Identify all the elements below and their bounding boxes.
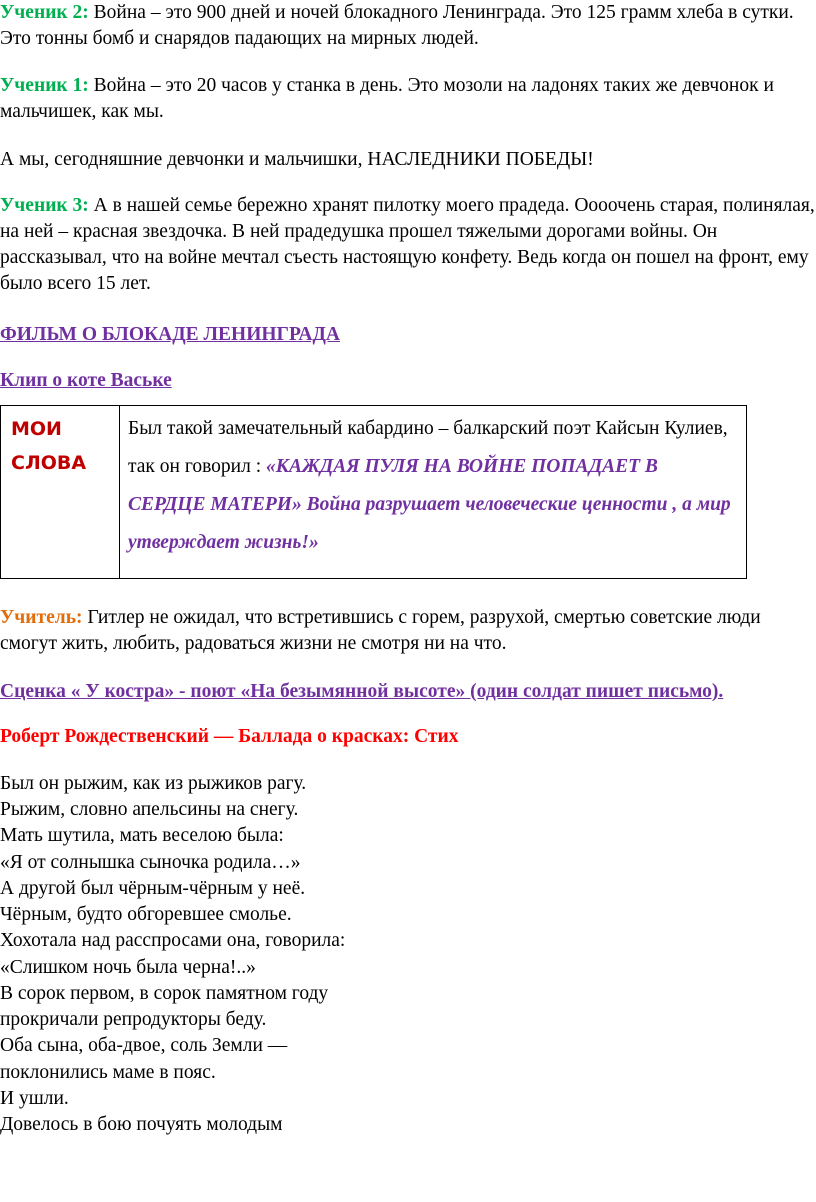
paragraph-text: А мы, сегодняшние девчонки и мальчишки, НАСЛЕДНИКИ ПОБЕДЫ! <box>0 149 594 170</box>
my-words-table <box>0 405 747 579</box>
my-words-label-cell <box>1 406 120 579</box>
speaker-label: Ученик 1: <box>0 75 89 96</box>
paragraph-text: Война – это 900 дней и ночей блокадного Ленинграда. Это 125 грамм хлеба в сутки. Это тонны бомб и снарядов падающих на мирных людей. <box>0 2 794 49</box>
scene-link-line <box>0 679 816 705</box>
poem-line: В сорок первом, в сорок памятном году <box>0 983 329 1004</box>
poem-line: Довелось в бою почуять молодым <box>0 1114 283 1135</box>
speaker-label: Ученик 3: <box>0 195 89 216</box>
film-link-line <box>0 322 816 348</box>
quote-intro: Был такой замечательный кабардино – балкарский поэт Кайсын Кулиев, так он говорил : <box>128 418 728 477</box>
paragraph-text: А в нашей семье бережно хранят пилотку моего прадеда. Оооочень старая, полинялая, на ней – красная звездочка. В ней прадедушка прошел тяжелыми дорогами войны. Он рассказывал, что на войне мечтал съесть настоящую конфету. Ведь когда он пошел на фронт, ему было всего 15 лет. <box>0 195 815 294</box>
my-words-content <box>120 406 746 562</box>
my-words-label-line1: МОИ <box>11 418 62 440</box>
scene-link[interactable]: Сценка « У костра» - поют «На безымянной высоте» (один солдат пишет письмо). <box>0 681 724 702</box>
paragraph-text: Война – это 20 часов у станка в день. Это мозоли на ладонях таких же девчонок и мальчишек, как мы. <box>0 75 774 122</box>
clip-link[interactable]: Клип о коте Ваське <box>0 370 172 391</box>
poem-line: Рыжим, словно апельсины на снегу. <box>0 799 299 820</box>
paragraph-text: Гитлер не ожидал, что встретившись с горем, разрухой, смертью советские люди смогут жить, любить, радоваться жизни не смотря ни на что. <box>0 607 761 654</box>
poem-line: А другой был чёрным-чёрным у неё. <box>0 878 306 899</box>
poem-line: Хохотала над расспросами она, говорила: <box>0 930 346 951</box>
poem-line: «Слишком ночь была черна!..» <box>0 957 256 978</box>
poem-line: Мать шутила, мать веселою была: <box>0 825 284 846</box>
paragraph-heirs <box>0 147 816 173</box>
poem-title <box>0 724 816 750</box>
clip-link-line <box>0 368 816 394</box>
my-words-label <box>1 406 119 480</box>
poem-line: прокричали репродукторы беду. <box>0 1009 267 1030</box>
poem-line: И ушли. <box>0 1088 69 1109</box>
poem-line: «Я от солнышка сыночка родила…» <box>0 852 301 873</box>
poem-line: Был он рыжим, как из рыжиков рагу. <box>0 773 307 794</box>
poem-line: поклонились маме в пояс. <box>0 1062 216 1083</box>
kuliev-quote: «КАЖДАЯ ПУЛЯ НА ВОЙНЕ ПОПАДАЕТ В СЕРДЦЕ МАТЕРИ» Война разрушает человеческие ценности , а мир утверждает жизнь!» <box>128 456 731 553</box>
paragraph-teacher <box>0 605 816 657</box>
paragraph-student-2 <box>0 0 816 52</box>
poem-line: Оба сына, оба-двое, соль Земли — <box>0 1035 288 1056</box>
paragraph-student-3 <box>0 193 816 297</box>
poem-title-text: Роберт Рождественский — Баллада о красках: Стих <box>0 726 459 747</box>
paragraph-student-1 <box>0 73 816 125</box>
speaker-label: Ученик 2: <box>0 2 89 23</box>
my-words-label-line2: СЛОВА <box>11 452 87 474</box>
speaker-label: Учитель: <box>0 607 83 628</box>
film-link[interactable]: ФИЛЬМ О БЛОКАДЕ ЛЕНИНГРАДА <box>0 324 340 345</box>
poem-line: Чёрным, будто обгоревшее смолье. <box>0 904 292 925</box>
my-words-content-cell <box>120 406 747 579</box>
